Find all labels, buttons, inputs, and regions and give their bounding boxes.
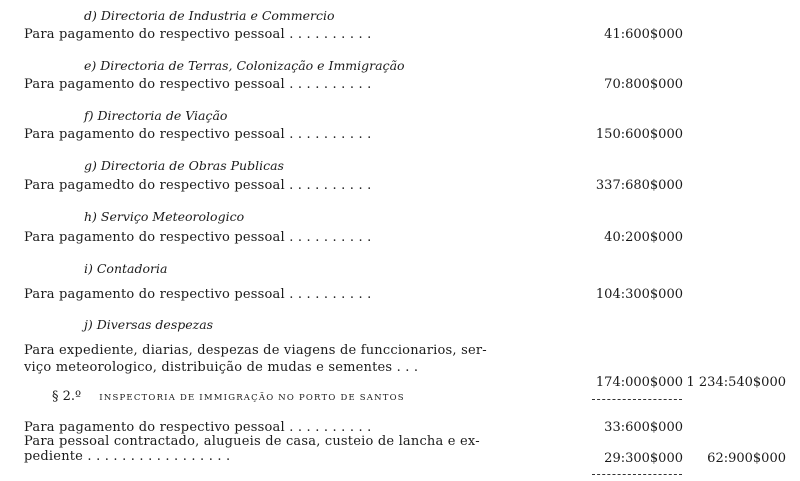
heading-terras-colonizacao: e) Directoria de Terras, Colonização e Immigração (84, 58, 405, 73)
desc-pessoal-contractado-line2: pediente . . . . . . . . . . . . . . . . . (24, 449, 231, 464)
total-paragraph-2: 62:900$000 (707, 451, 786, 466)
section-2-title (52, 389, 405, 404)
amount-contadoria: 104:300$000 (595, 287, 683, 302)
amount-industria-commercio: 41:600$000 (604, 27, 683, 42)
desc-viacao: Para pagamento do respectivo pessoal . . . . . . . . . . (24, 127, 372, 142)
desc-obras-publicas: Para pagamedto do respectivo pessoal . . . . . . . . . . (24, 178, 372, 193)
amount-diversas-despezas: 174:000$000 (595, 375, 683, 390)
desc-terras-colonizacao: Para pagamento do respectivo pessoal . . . . . . . . . . (24, 77, 372, 92)
amount-servico-meteorologico: 40:200$000 (604, 230, 683, 245)
desc-contadoria: Para pagamento do respectivo pessoal . . . . . . . . . . (24, 287, 372, 302)
amount-pessoal-contractado: 29:300$000 (604, 451, 683, 466)
section-2-heading: INSPECTORIA DE IMMIGRAÇÃO NO PORTO DE SANTOS (99, 393, 405, 403)
desc-servico-meteorologico: Para pagamento do respectivo pessoal . . . . . . . . . . (24, 230, 372, 245)
heading-obras-publicas: g) Directoria de Obras Publicas (84, 158, 284, 173)
final-rule (592, 474, 682, 475)
amount-obras-publicas: 337:680$000 (595, 178, 683, 193)
amount-inspectoria-pessoal: 33:600$000 (604, 420, 683, 435)
section-2-mark: § 2.º (52, 389, 82, 404)
desc-pessoal-contractado-line1: Para pessoal contractado, alugueis de casa, custeio de lancha e ex- (24, 434, 480, 449)
subtotal-rule (592, 399, 682, 400)
amount-viacao: 150:600$000 (595, 127, 683, 142)
heading-viacao: f) Directoria de Viação (84, 108, 228, 123)
heading-diversas-despezas: j) Diversas despezas (84, 317, 214, 332)
desc-inspectoria-pessoal: Para pagamento do respectivo pessoal . . . . . . . . . . (24, 420, 372, 435)
heading-industria-commercio: d) Directoria de Industria e Commercio (84, 8, 335, 23)
total-paragraph-1: 1 234:540$000 (686, 375, 786, 390)
desc-diversas-despezas-line1: Para expediente, diarias, despezas de viagens de funccionarios, ser- (24, 343, 487, 358)
amount-terras-colonizacao: 70:800$000 (604, 77, 683, 92)
heading-contadoria: i) Contadoria (84, 261, 168, 276)
desc-industria-commercio: Para pagamento do respectivo pessoal . . . . . . . . . . (24, 27, 372, 42)
heading-servico-meteorologico: h) Serviço Meteorologico (84, 209, 245, 224)
desc-diversas-despezas-line2: viço meteorologico, distribuição de mudas e sementes . . . (24, 360, 419, 375)
